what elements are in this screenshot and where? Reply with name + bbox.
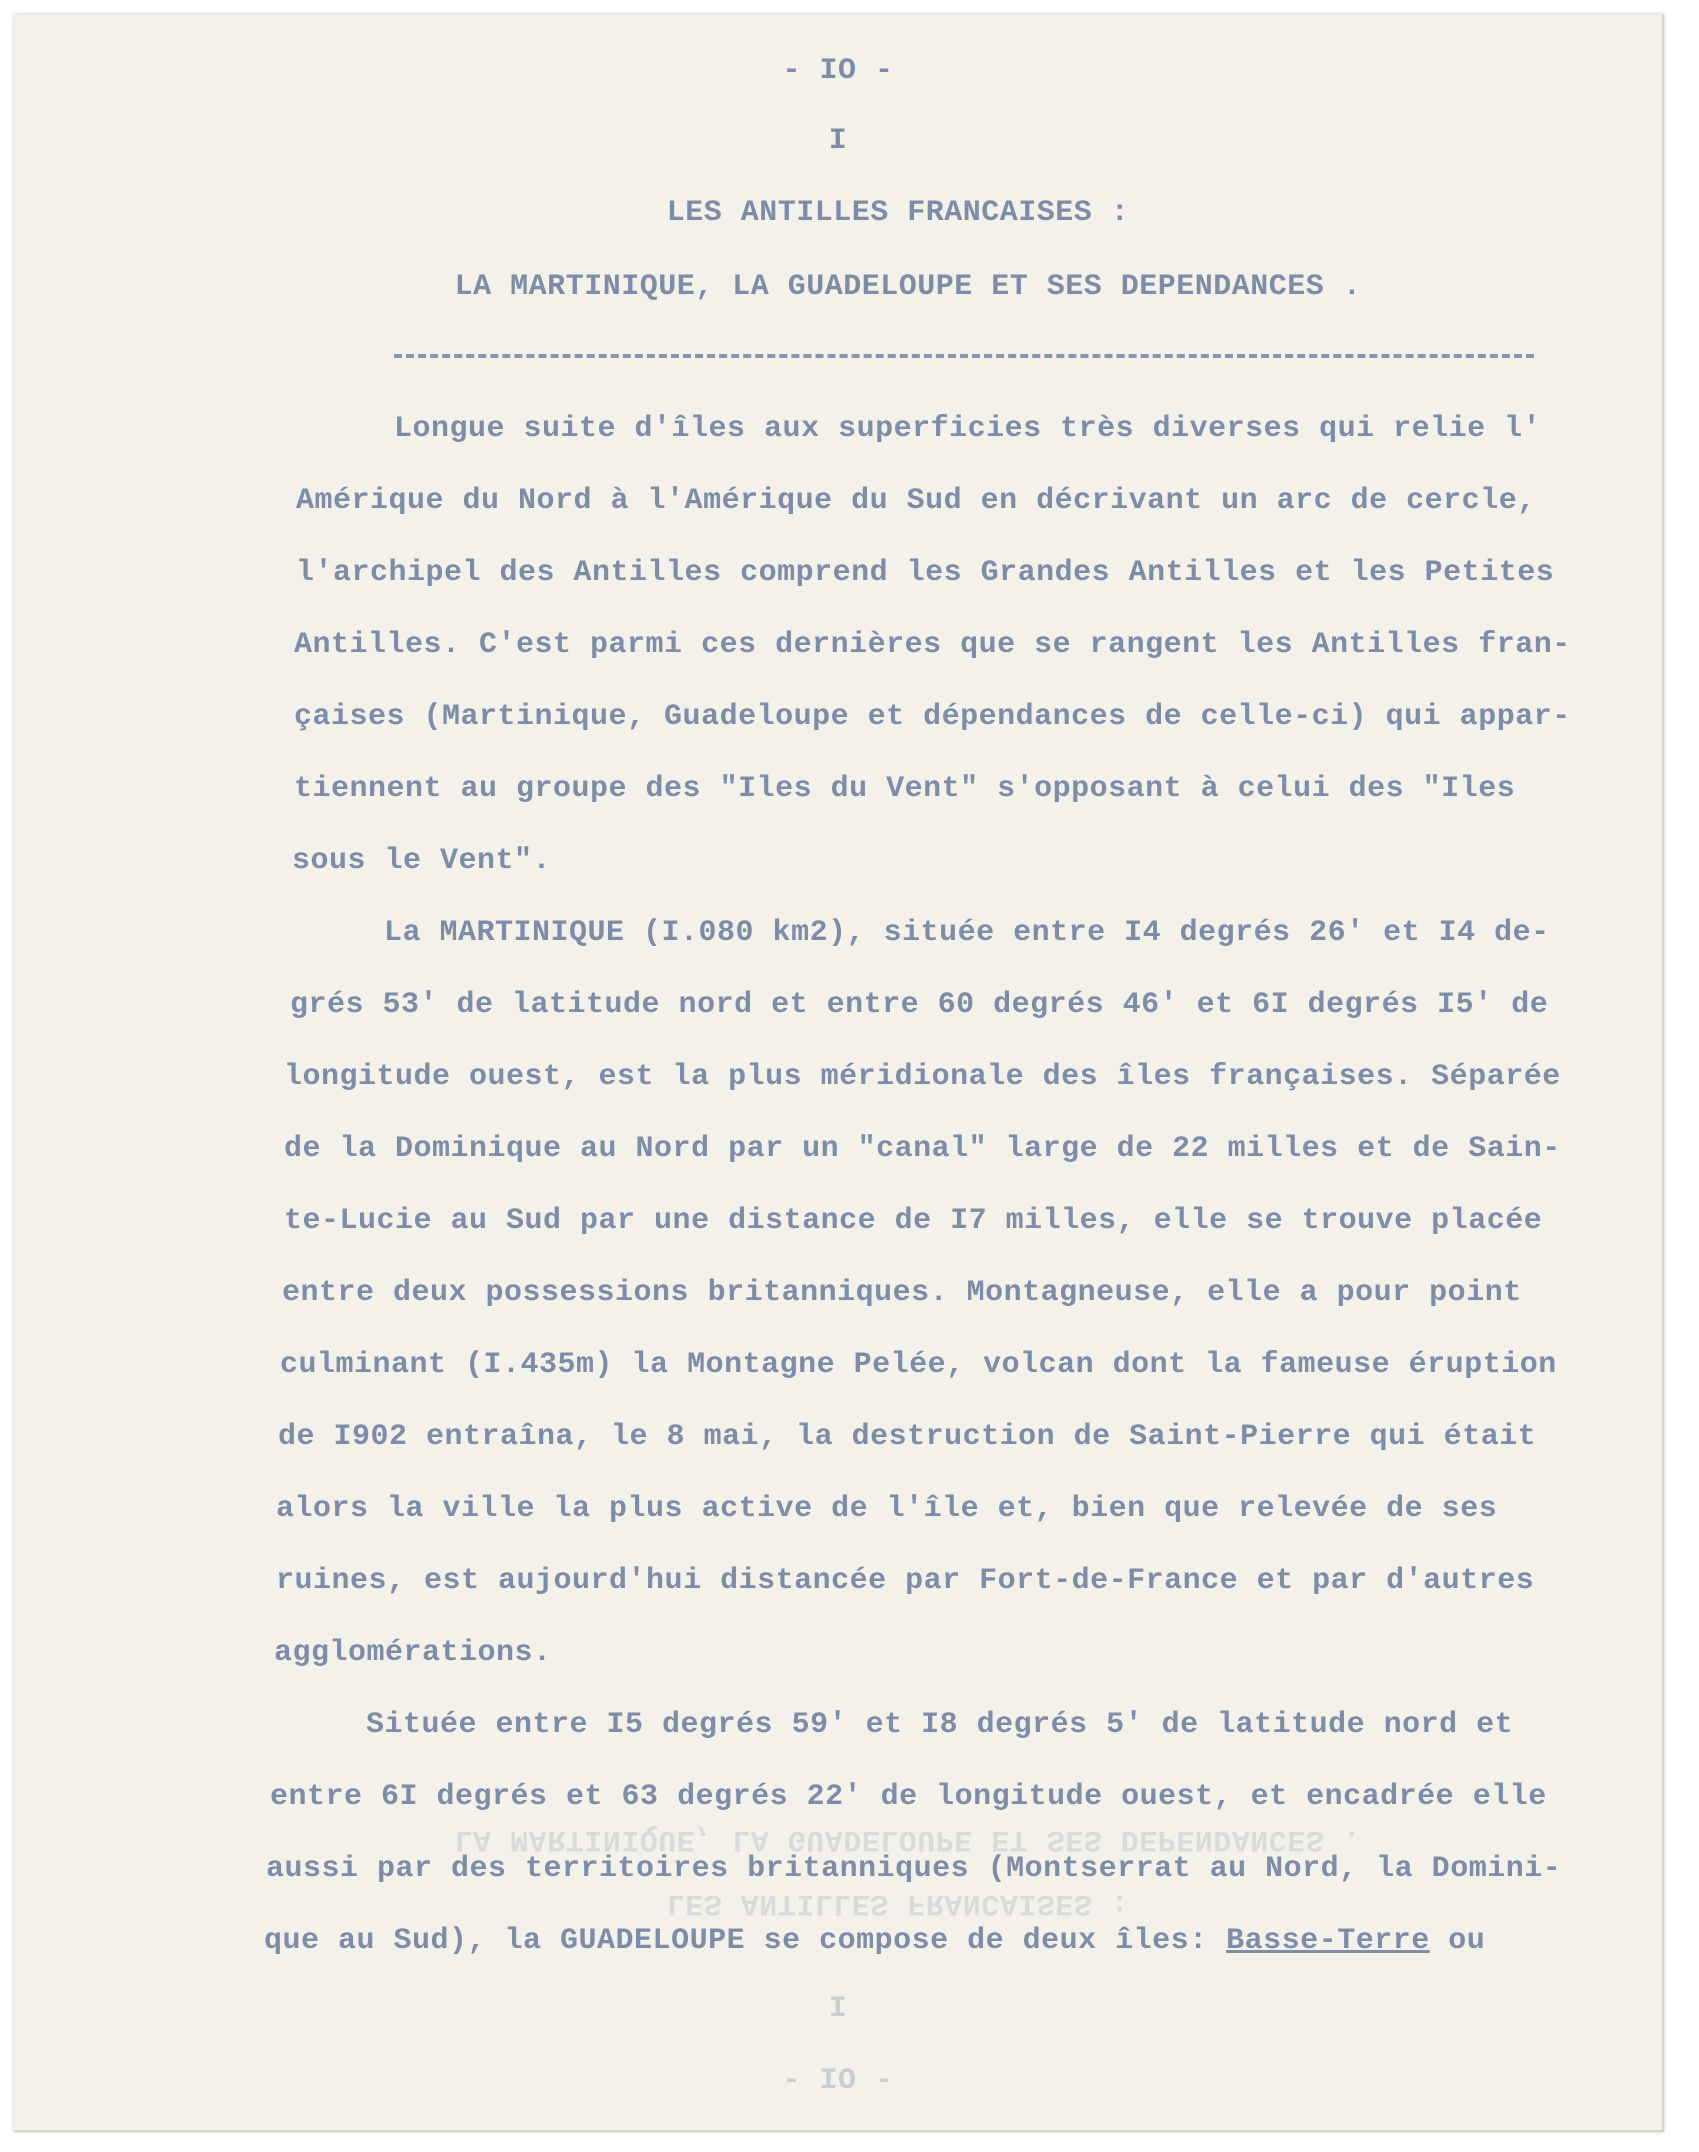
text-line: ruines, est aujourd'hui distancée par Fort-de-France et par d'autres — [276, 1564, 1535, 1598]
text-line: sous le Vent". — [292, 844, 552, 878]
text-line: de la Dominique au Nord par un "canal" large de 22 milles et de Sain- — [284, 1132, 1561, 1166]
text-line: l'archipel des Antilles comprend les Grandes Antilles et les Petites — [296, 556, 1555, 590]
text-line-start: que au Sud), la GUADELOUPE se compose de deux îles: — [264, 1924, 1208, 1958]
text-line: aussi par des territoires britanniques (Montserrat au Nord, la Domini- — [266, 1852, 1562, 1886]
page-number: - IO - — [782, 54, 894, 88]
title-separator — [394, 354, 1534, 358]
text-line: te-Lucie au Sud par une distance de I7 milles, elle se trouve placée — [284, 1204, 1543, 1238]
title-line-1: LES ANTILLES FRANCAISES : — [666, 196, 1130, 230]
underlined-place-name: Basse-Terre — [1226, 1924, 1430, 1958]
text-line-end: ou — [1429, 1924, 1486, 1958]
text-line: longitude ouest, est la plus méridionale des îles françaises. Séparée — [284, 1060, 1561, 1094]
text-line: tiennent au groupe des "Iles du Vent" s'opposant à celui des "Iles — [294, 772, 1516, 806]
text-line: entre deux possessions britanniques. Montagneuse, elle a pour point — [282, 1276, 1522, 1310]
text-line: Antilles. C'est parmi ces dernières que se rangent les Antilles fran- — [294, 628, 1571, 662]
text-line: alors la ville la plus active de l'île et, bien que relevée de ses — [276, 1492, 1498, 1526]
text-line: Située entre I5 degrés 59' et I8 degrés 5' de latitude nord et — [366, 1708, 1514, 1742]
section-number: I — [828, 124, 848, 158]
text-line: La MARTINIQUE (I.080 km2), située entre I4 degrés 26' et I4 de- — [384, 916, 1550, 950]
text-line: çaises (Martinique, Guadeloupe et dépendances de celle-ci) qui appar- — [294, 700, 1571, 734]
text-line: grés 53' de latitude nord et entre 60 degrés 46' et 6I degrés I5' de — [290, 988, 1549, 1022]
text-line: culminant (I.435m) la Montagne Pelée, volcan dont la fameuse éruption — [280, 1348, 1557, 1382]
document-page — [14, 14, 1664, 2132]
text-line-last — [264, 1924, 1485, 1958]
title-line-2: LA MARTINIQUE, LA GUADELOUPE ET SES DEPENDANCES . — [454, 270, 1362, 304]
bleed-through-page-number: - IO - — [782, 2064, 894, 2098]
bleed-through-line: LA MARTINIQUE, LA GUADELOUPE ET SES DEPENDANCES . — [454, 1822, 1362, 1856]
bleed-through-line: LES ANTILLES FRANCAISES : — [666, 1886, 1130, 1920]
text-line: Amérique du Nord à l'Amérique du Sud en décrivant un arc de cercle, — [296, 484, 1536, 518]
text-line: Longue suite d'îles aux superficies très diverses qui relie l' — [394, 412, 1542, 446]
text-line: entre 6I degrés et 63 degrés 22' de longitude ouest, et encadrée elle — [270, 1780, 1547, 1814]
text-line: agglomérations. — [274, 1636, 552, 1670]
text-line: de I902 entraîna, le 8 mai, la destruction de Saint-Pierre qui était — [278, 1420, 1537, 1454]
bleed-through-section: I — [828, 1992, 848, 2026]
